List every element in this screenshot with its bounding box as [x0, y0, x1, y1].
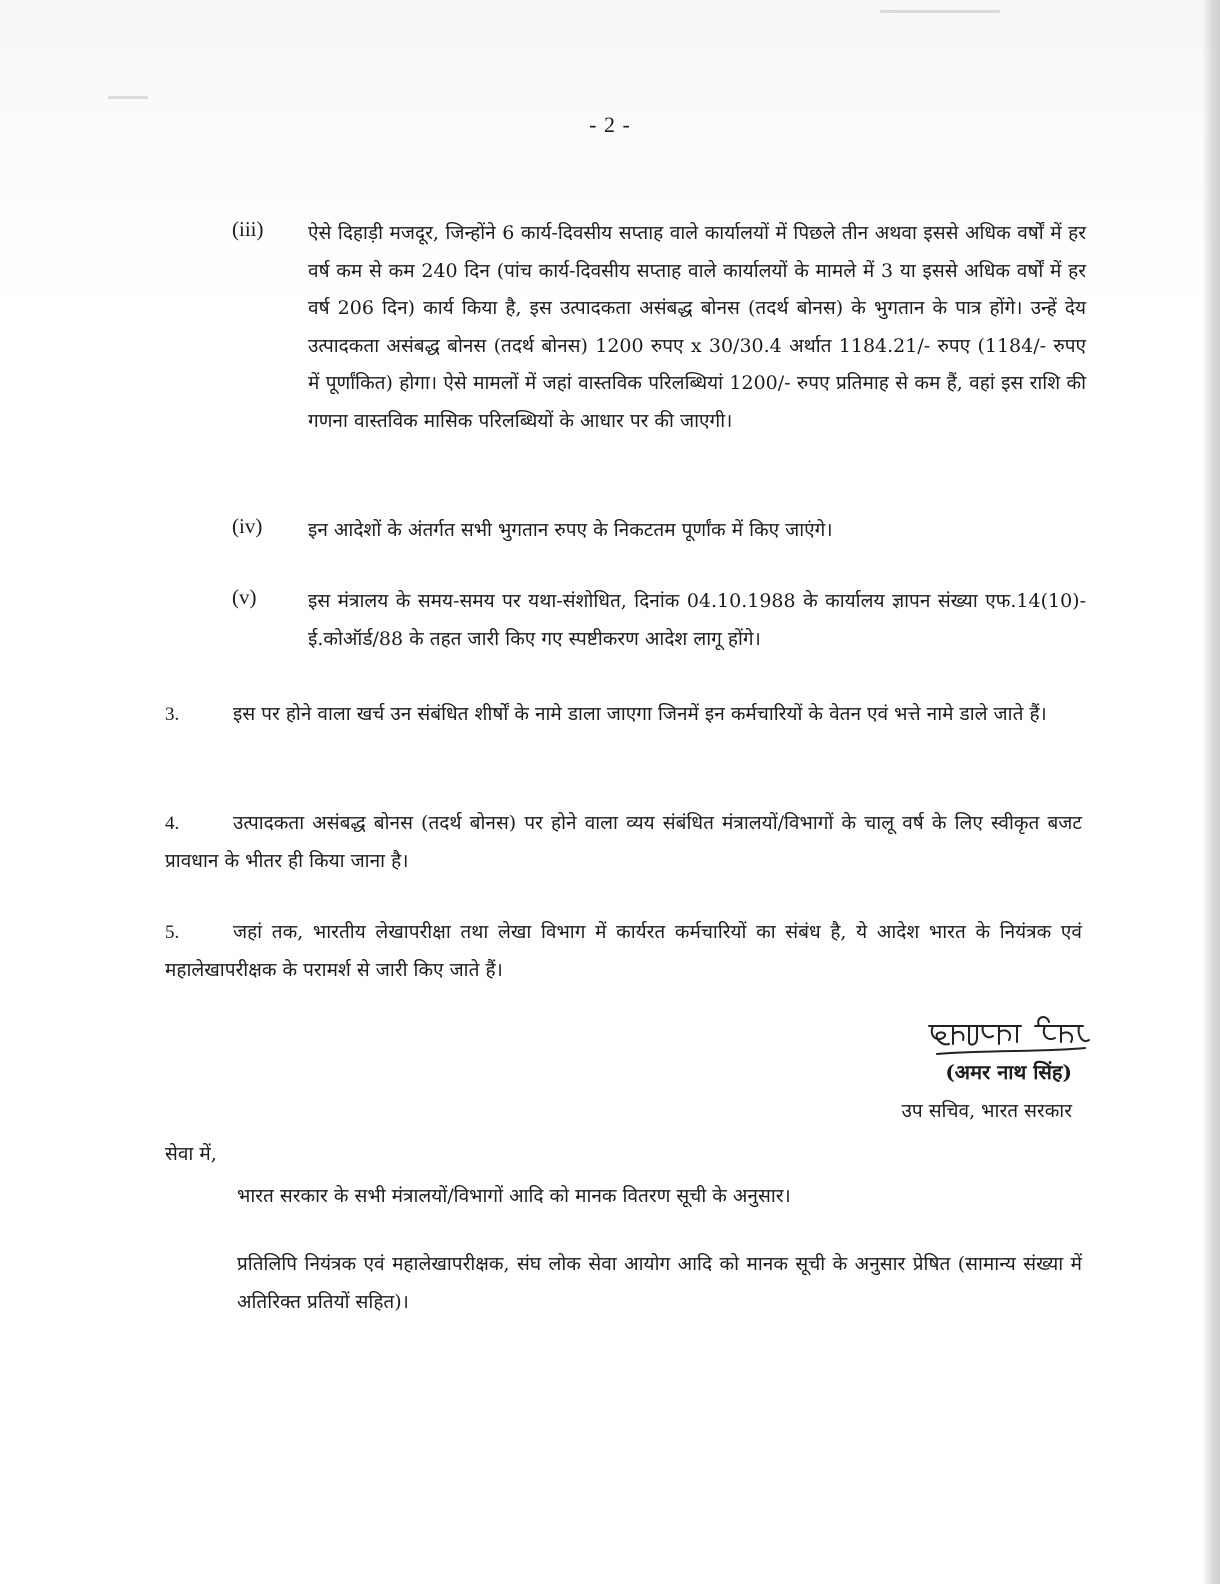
scan-edge-shadow — [1202, 0, 1220, 1584]
item-marker: (v) — [232, 585, 257, 609]
item-text: इस मंत्रालय के समय-समय पर यथा-संशोधित, दिनांक 04.10.1988 के कार्यालय ज्ञापन संख्या एफ.14(10)-ई.कोऑर्ड/88 के तहत जारी किए गए स्पष्टीकरण आदेश लागू होंगे। — [308, 590, 1086, 650]
scan-mark — [880, 10, 1000, 13]
paragraph-4 — [165, 805, 1082, 880]
addressees: भारत सरकार के सभी मंत्रालयों/विभागों आदि को मानक वितरण सूची के अनुसार। — [237, 1185, 791, 1207]
item-text: इन आदेशों के अंतर्गत सभी भुगतान रुपए के निकटतम पूर्णांक में किए जाएंगे। — [308, 519, 833, 541]
item-text: ऐसे दिहाड़ी मजदूर, जिन्होंने 6 कार्य-दिवसीय सप्ताह वाले कार्यालयों में पिछले तीन अथवा इससे अधिक वर्षों में हर वर्ष कम से कम 240 दिन (पांच कार्य-दिवसीय सप्ताह वाले कार्यालयों के मामले में 3 या इससे अधिक वर्षों में हर वर्ष 206 दिन) कार्य किया है, इस उत्पादकता असंबद्ध बोनस (तदर्थ बोनस) के भुगतान के पात्र होंगे। उन्हें देय उत्पादकता असंबद्ध बोनस (तदर्थ बोनस) 1200 रुपए x 30/30.4 अर्थात 1184.21/- रुपए (1184/- रुपए में पूर्णांकित) होगा। ऐसे मामलों में जहां वास्तविक परिलब्धियां 1200/- रुपए प्रतिमाह से कम हैं, वहां इस राशि की गणना वास्तविक मासिक परिलब्धियों के आधार पर की जाएगी। — [308, 222, 1086, 432]
signatory-designation: उप सचिव, भारत सरकार — [901, 1100, 1072, 1122]
copy-to: प्रतिलिपि नियंत्रक एवं महालेखापरीक्षक, संघ लोक सेवा आयोग आदि को मानक सूची के अनुसार प्रेषित (सामान्य संख्या में अतिरिक्त प्रतियों सहित)। — [237, 1253, 1082, 1313]
paragraph-3 — [165, 696, 1082, 734]
paragraph-text: उत्पादकता असंबद्ध बोनस (तदर्थ बोनस) पर होने वाला व्यय संबंधित मंत्रालयों/विभागों के चालू वर्ष के लिए स्वीकृत बजट प्रावधान के भीतर ही किया जाना है। — [165, 812, 1082, 872]
item-marker: (iv) — [232, 514, 263, 538]
scan-mark — [108, 96, 148, 99]
paragraph-number: 5. — [165, 922, 180, 943]
page-number: - 2 - — [589, 112, 631, 137]
paragraph-5 — [165, 914, 1082, 989]
signatory-name: (अमर नाथ सिंह) — [945, 1060, 1072, 1084]
paragraph-number: 3. — [165, 704, 180, 725]
paragraph-number: 4. — [165, 813, 180, 834]
paragraph-text: इस पर होने वाला खर्च उन संबंधित शीर्षों के नामे डाला जाएगा जिनमें इन कर्मचारियों के वेतन एवं भत्ते नामे डाले जाते हैं। — [233, 703, 1047, 725]
paragraph-text: जहां तक, भारतीय लेखापरीक्षा तथा लेखा विभाग में कार्यरत कर्मचारियों का संबंध है, ये आदेश भारत के नियंत्रक एवं महालेखापरीक्षक के परामर्श से जारी किए जाते हैं। — [165, 921, 1082, 981]
handwritten-signature — [925, 1012, 1095, 1058]
item-marker: (iii) — [232, 217, 264, 241]
to-label: सेवा में, — [165, 1143, 217, 1165]
